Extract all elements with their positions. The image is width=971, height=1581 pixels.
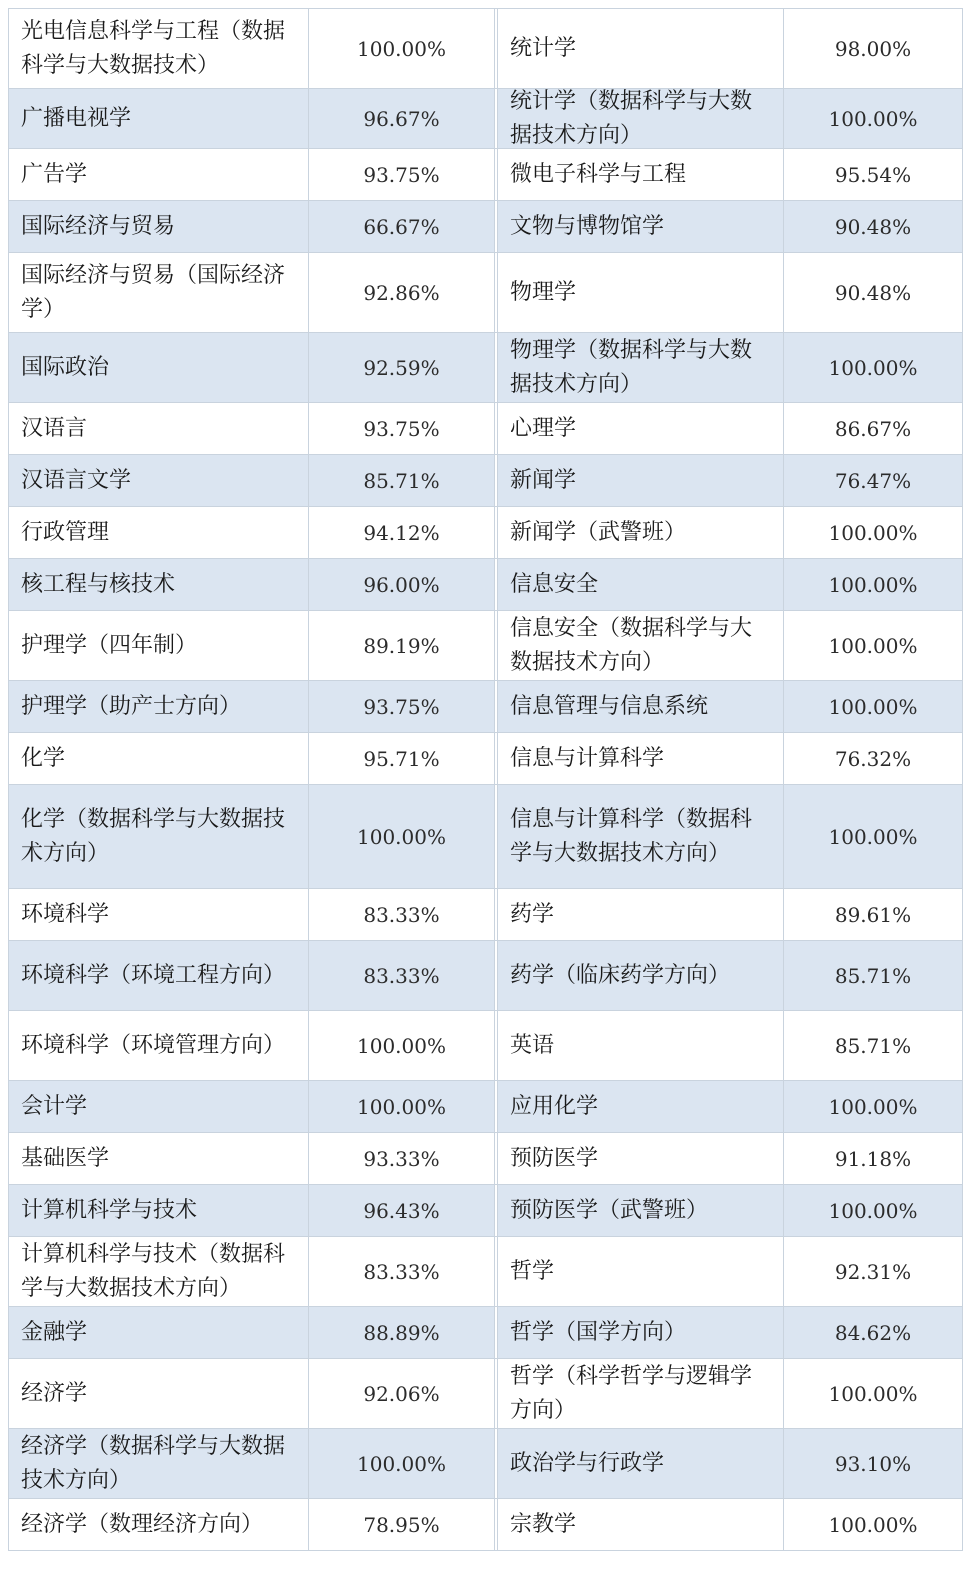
table-row xyxy=(8,611,963,681)
table-row xyxy=(8,1499,963,1551)
major-name-left: 国际经济与贸易（国际经济学） xyxy=(8,253,309,332)
employment-rate-right: 100.00% xyxy=(784,785,963,888)
employment-rate-left: 100.00% xyxy=(309,1429,495,1498)
major-name-left: 光电信息科学与工程（数据科学与大数据技术） xyxy=(8,9,309,88)
employment-rate-left: 83.33% xyxy=(309,1237,495,1306)
employment-rate-left: 100.00% xyxy=(309,1011,495,1080)
major-name-right: 统计学 xyxy=(498,9,784,88)
table-row xyxy=(8,1081,963,1133)
major-name-right: 预防医学（武警班） xyxy=(498,1185,784,1236)
employment-rate-right: 100.00% xyxy=(784,559,963,610)
table-row xyxy=(8,1429,963,1499)
major-name-right: 哲学（国学方向） xyxy=(498,1307,784,1358)
major-name-right: 心理学 xyxy=(498,403,784,454)
employment-rate-left: 100.00% xyxy=(309,1081,495,1132)
major-name-left: 护理学（四年制） xyxy=(8,611,309,680)
major-name-left: 金融学 xyxy=(8,1307,309,1358)
employment-rate-left: 93.75% xyxy=(309,149,495,200)
major-name-right: 信息与计算科学（数据科学与大数据技术方向） xyxy=(498,785,784,888)
employment-rate-right: 100.00% xyxy=(784,1081,963,1132)
table-row xyxy=(8,1359,963,1429)
employment-rate-left: 93.75% xyxy=(309,681,495,732)
employment-rate-right: 100.00% xyxy=(784,507,963,558)
major-name-right: 物理学（数据科学与大数据技术方向） xyxy=(498,333,784,402)
table-row xyxy=(8,149,963,201)
major-name-right: 新闻学（武警班） xyxy=(498,507,784,558)
table-row xyxy=(8,9,963,89)
employment-rate-right: 100.00% xyxy=(784,681,963,732)
employment-rate-right: 100.00% xyxy=(784,333,963,402)
major-name-left: 计算机科学与技术（数据科学与大数据技术方向） xyxy=(8,1237,309,1306)
major-name-left: 汉语言文学 xyxy=(8,455,309,506)
table-row xyxy=(8,1185,963,1237)
employment-rate-left: 83.33% xyxy=(309,941,495,1010)
major-name-right: 药学 xyxy=(498,889,784,940)
employment-rate-left: 100.00% xyxy=(309,785,495,888)
employment-rate-left: 92.06% xyxy=(309,1359,495,1428)
major-name-left: 汉语言 xyxy=(8,403,309,454)
employment-rate-right: 90.48% xyxy=(784,253,963,332)
table-row xyxy=(8,889,963,941)
major-name-left: 化学 xyxy=(8,733,309,784)
major-name-left: 环境科学（环境管理方向） xyxy=(8,1011,309,1080)
major-name-right: 信息安全 xyxy=(498,559,784,610)
major-name-left: 护理学（助产士方向） xyxy=(8,681,309,732)
employment-rate-left: 96.67% xyxy=(309,89,495,148)
table-row xyxy=(8,1011,963,1081)
employment-rate-left: 96.00% xyxy=(309,559,495,610)
table-row xyxy=(8,333,963,403)
table-row xyxy=(8,89,963,149)
major-name-left: 经济学 xyxy=(8,1359,309,1428)
major-name-left: 广播电视学 xyxy=(8,89,309,148)
employment-rate-right: 100.00% xyxy=(784,1499,963,1550)
employment-rate-left: 95.71% xyxy=(309,733,495,784)
major-name-left: 会计学 xyxy=(8,1081,309,1132)
major-name-right: 应用化学 xyxy=(498,1081,784,1132)
employment-rate-right: 85.71% xyxy=(784,1011,963,1080)
major-name-left: 国际政治 xyxy=(8,333,309,402)
major-name-right: 文物与博物馆学 xyxy=(498,201,784,252)
table-row xyxy=(8,253,963,333)
employment-rate-right: 100.00% xyxy=(784,611,963,680)
employment-rate-right: 90.48% xyxy=(784,201,963,252)
employment-rate-left: 66.67% xyxy=(309,201,495,252)
employment-rate-right: 100.00% xyxy=(784,89,963,148)
major-name-right: 信息安全（数据科学与大数据技术方向） xyxy=(498,611,784,680)
employment-rate-right: 98.00% xyxy=(784,9,963,88)
table-row xyxy=(8,201,963,253)
major-name-left: 广告学 xyxy=(8,149,309,200)
employment-rate-left: 92.86% xyxy=(309,253,495,332)
employment-rate-left: 78.95% xyxy=(309,1499,495,1550)
employment-rate-right: 91.18% xyxy=(784,1133,963,1184)
major-name-right: 微电子科学与工程 xyxy=(498,149,784,200)
table-row xyxy=(8,403,963,455)
employment-rate-right: 95.54% xyxy=(784,149,963,200)
major-name-right: 信息管理与信息系统 xyxy=(498,681,784,732)
major-name-right: 物理学 xyxy=(498,253,784,332)
major-name-right: 统计学（数据科学与大数据技术方向） xyxy=(498,89,784,148)
employment-rate-right: 76.47% xyxy=(784,455,963,506)
employment-rate-left: 85.71% xyxy=(309,455,495,506)
major-name-right: 新闻学 xyxy=(498,455,784,506)
major-name-left: 计算机科学与技术 xyxy=(8,1185,309,1236)
employment-rate-right: 86.67% xyxy=(784,403,963,454)
employment-rate-left: 96.43% xyxy=(309,1185,495,1236)
table-row xyxy=(8,785,963,889)
major-name-left: 国际经济与贸易 xyxy=(8,201,309,252)
table-row xyxy=(8,1133,963,1185)
employment-rate-right: 93.10% xyxy=(784,1429,963,1498)
employment-rate-left: 93.33% xyxy=(309,1133,495,1184)
employment-rate-table xyxy=(8,8,963,1551)
employment-rate-right: 85.71% xyxy=(784,941,963,1010)
major-name-left: 基础医学 xyxy=(8,1133,309,1184)
employment-rate-left: 89.19% xyxy=(309,611,495,680)
table-row xyxy=(8,681,963,733)
employment-rate-right: 100.00% xyxy=(784,1359,963,1428)
employment-rate-left: 83.33% xyxy=(309,889,495,940)
employment-rate-right: 92.31% xyxy=(784,1237,963,1306)
employment-rate-right: 100.00% xyxy=(784,1185,963,1236)
major-name-left: 核工程与核技术 xyxy=(8,559,309,610)
major-name-right: 哲学（科学哲学与逻辑学方向） xyxy=(498,1359,784,1428)
table-row xyxy=(8,507,963,559)
employment-rate-right: 89.61% xyxy=(784,889,963,940)
major-name-right: 信息与计算科学 xyxy=(498,733,784,784)
table-row xyxy=(8,559,963,611)
major-name-right: 预防医学 xyxy=(498,1133,784,1184)
major-name-right: 英语 xyxy=(498,1011,784,1080)
major-name-right: 药学（临床药学方向） xyxy=(498,941,784,1010)
table-row xyxy=(8,455,963,507)
major-name-left: 化学（数据科学与大数据技术方向） xyxy=(8,785,309,888)
table-row xyxy=(8,1237,963,1307)
major-name-left: 经济学（数据科学与大数据技术方向） xyxy=(8,1429,309,1498)
major-name-right: 政治学与行政学 xyxy=(498,1429,784,1498)
major-name-left: 行政管理 xyxy=(8,507,309,558)
employment-rate-left: 93.75% xyxy=(309,403,495,454)
major-name-left: 经济学（数理经济方向） xyxy=(8,1499,309,1550)
major-name-right: 宗教学 xyxy=(498,1499,784,1550)
major-name-left: 环境科学 xyxy=(8,889,309,940)
employment-rate-left: 100.00% xyxy=(309,9,495,88)
employment-rate-left: 92.59% xyxy=(309,333,495,402)
employment-rate-right: 76.32% xyxy=(784,733,963,784)
table-row xyxy=(8,941,963,1011)
employment-rate-left: 94.12% xyxy=(309,507,495,558)
major-name-right: 哲学 xyxy=(498,1237,784,1306)
employment-rate-right: 84.62% xyxy=(784,1307,963,1358)
major-name-left: 环境科学（环境工程方向） xyxy=(8,941,309,1010)
employment-rate-left: 88.89% xyxy=(309,1307,495,1358)
table-row xyxy=(8,1307,963,1359)
table-row xyxy=(8,733,963,785)
